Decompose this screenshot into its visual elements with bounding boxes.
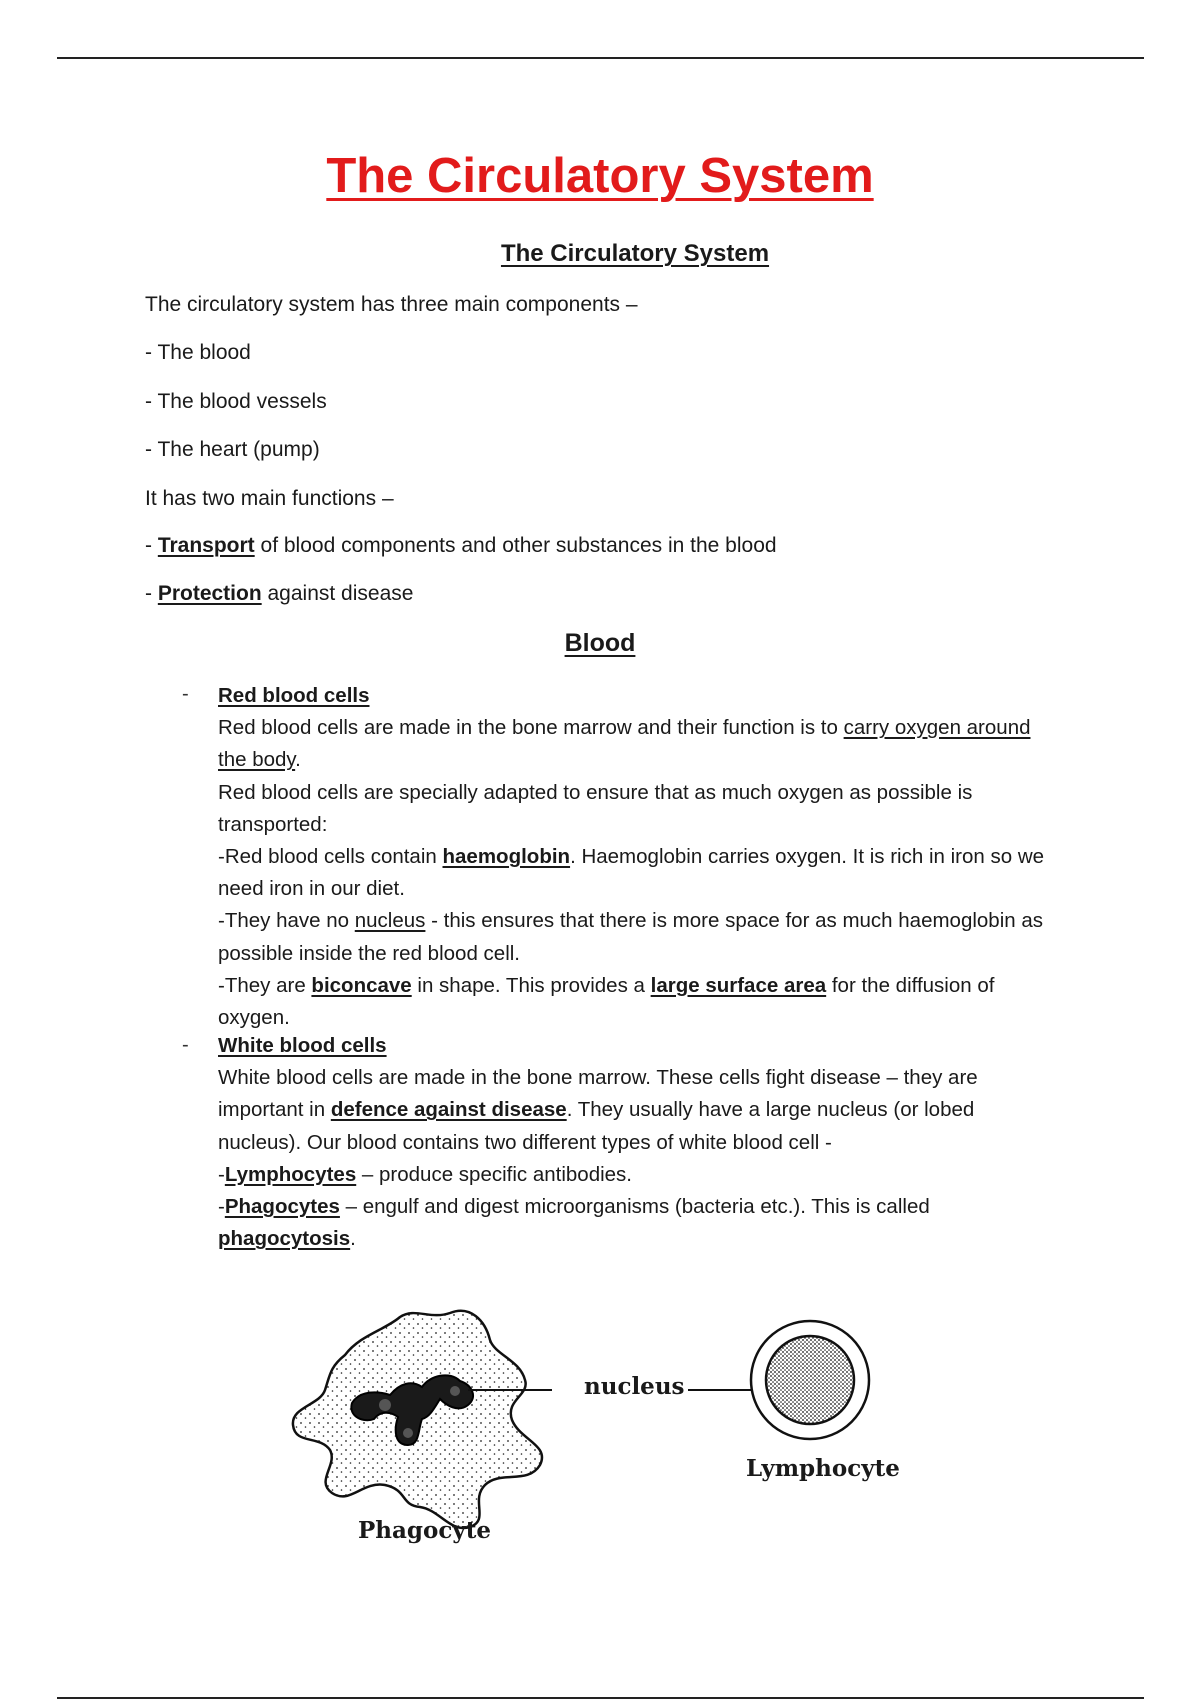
bullet-marker: - xyxy=(182,1034,189,1056)
white-blood-cells-section xyxy=(218,1030,1048,1255)
white-blood-cells-title: White blood cells xyxy=(218,1034,387,1057)
key-term: Transport xyxy=(157,534,255,557)
cell-diagram xyxy=(290,1295,930,1555)
paragraph: White blood cells are made in the bone marrow. These cells fight disease – they are important in defence against disease. They usually have a large nucleus (or lobed nucleus). Our blood contains two different types of white blood cell - xyxy=(218,1066,978,1154)
bullet-marker: - xyxy=(182,683,189,705)
blood-heading: Blood xyxy=(564,629,636,657)
component-item: - The blood vessels xyxy=(145,390,327,413)
page-title: The Circulatory System xyxy=(326,149,874,203)
paragraph: -Phagocytes – engulf and digest microorganisms (bacteria etc.). This is called phagocytosis. xyxy=(218,1195,930,1251)
lymphocyte-label: Lymphocyte xyxy=(746,1455,900,1482)
component-item: - The blood xyxy=(145,341,251,364)
paragraph: -Red blood cells contain haemoglobin. Haemoglobin carries oxygen. It is rich in iron so we need iron in our diet. xyxy=(218,845,1045,901)
red-blood-cells-section xyxy=(218,680,1048,1034)
functions-lead: It has two main functions – xyxy=(145,487,394,510)
paragraph: Red blood cells are specially adapted to ensure that as much oxygen as possible is transported: xyxy=(218,780,973,836)
components-lead: The circulatory system has three main components – xyxy=(145,293,638,316)
lymphocyte-cell xyxy=(751,1321,869,1439)
nucleus-label: nucleus xyxy=(584,1373,685,1400)
phagocyte-cell xyxy=(293,1311,542,1528)
function-item: - Transport of blood components and other substances in the blood xyxy=(145,534,777,557)
key-term: Protection xyxy=(157,582,262,605)
function-item: - Protection against disease xyxy=(145,582,414,605)
paragraph: -Lymphocytes – produce specific antibodies. xyxy=(218,1162,632,1186)
white-blood-cell-figure xyxy=(290,1295,930,1555)
top-rule xyxy=(57,57,1144,59)
paragraph: -They have no nucleus - this ensures that there is more space for as much haemoglobin as possible inside the red blood cell. xyxy=(218,909,1044,965)
phagocyte-label: Phagocyte xyxy=(358,1517,491,1544)
red-blood-cells-title: Red blood cells xyxy=(218,684,370,707)
section-heading: The Circulatory System xyxy=(500,240,770,267)
bottom-rule xyxy=(57,1697,1144,1699)
component-item: - The heart (pump) xyxy=(145,438,320,461)
paragraph: Red blood cells are made in the bone marrow and their function is to carry oxygen around the body. xyxy=(218,716,1031,772)
paragraph: -They are biconcave in shape. This provides a large surface area for the diffusion of oxygen. xyxy=(218,973,995,1030)
